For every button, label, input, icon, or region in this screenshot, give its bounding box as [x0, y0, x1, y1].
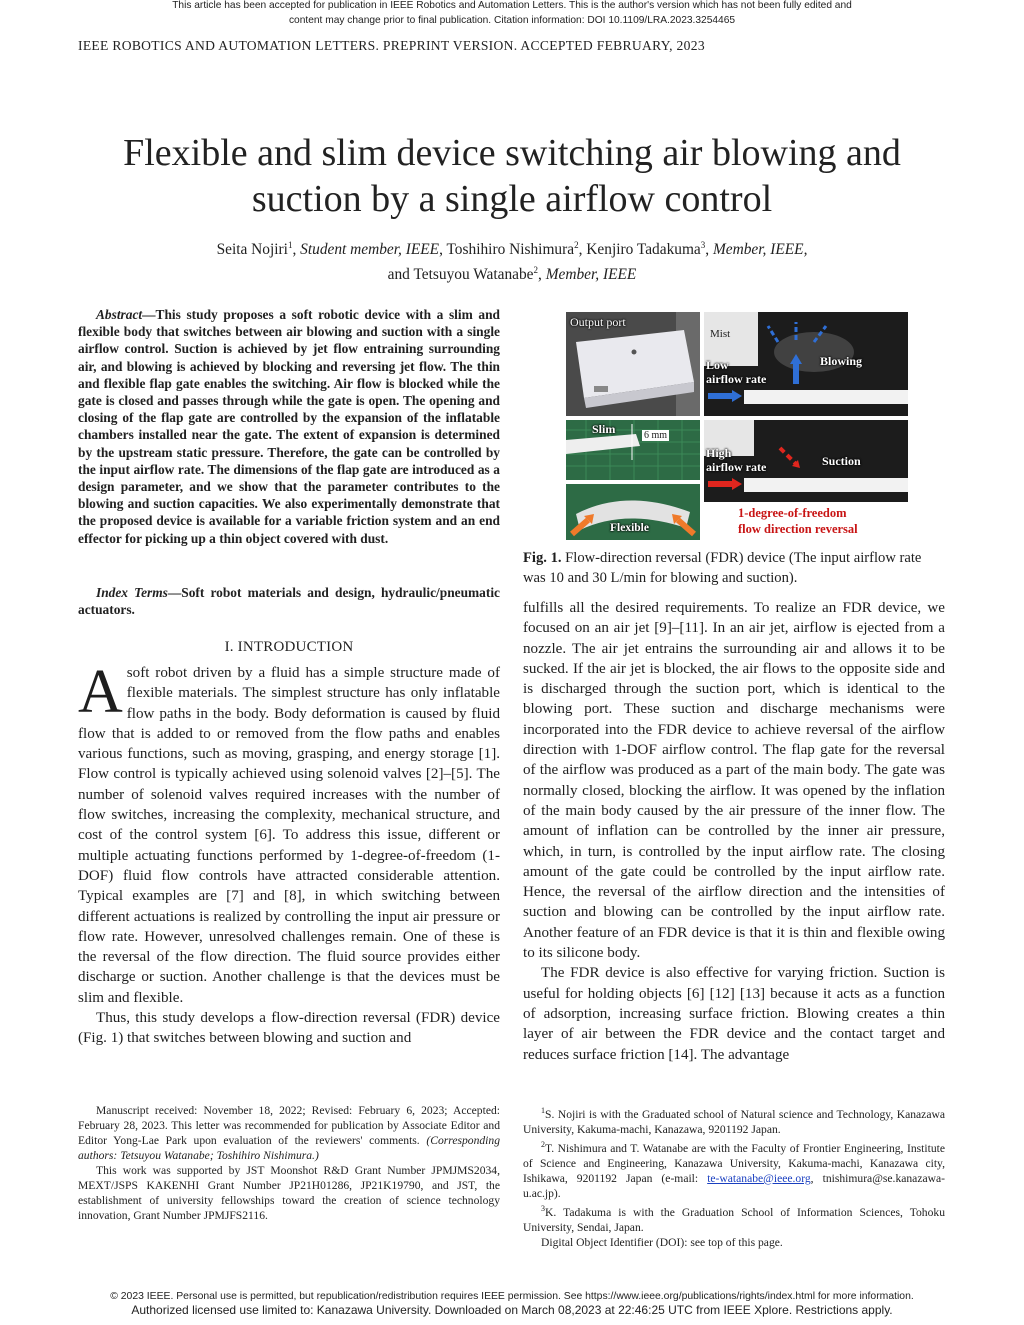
footnote-affiliation-2-text: T. Nishimura and T. Watanabe are with the Faculty of Frontier Engineering, Institute of Science and Engineering, Kanazawa University, Kakuma-machi, Kanazawa city, Ishikawa, 9201192 Japan (e-mail:: [523, 1141, 945, 1185]
author-name: Toshihiro Nishimura: [446, 241, 575, 259]
footnote-mark: 1: [541, 1106, 545, 1115]
figure-1-caption: [523, 548, 945, 588]
footnote-affiliation-3-text: K. Tadakuma is with the Graduation School of Information Sciences, Tohoku University, Sendai, Japan.: [523, 1205, 945, 1234]
figure-panel-suction: [704, 420, 908, 502]
abstract: [78, 306, 500, 547]
title-line-2: suction by a single airflow control: [251, 178, 773, 220]
footnote-affiliation-1-text: S. Nojiri is with the Graduated school of Natural science and Technology, Kanazawa University, Kakuma-machi, Kanazawa, 9201192 Japan.: [523, 1107, 945, 1136]
blowing-illustration: [704, 312, 908, 416]
acceptance-notice-line-2: content may change prior to final publication. Citation information: DOI 10.1109/LRA.2023.3254465: [288, 15, 736, 26]
label-mist: Mist: [710, 328, 731, 340]
figure-panel-output-port: [566, 312, 700, 416]
figure-panel-blowing: [704, 312, 908, 416]
footnote-doi: Digital Object Identifier (DOI): see top of this page.: [541, 1235, 783, 1249]
label-dof-1: 1-degree-of-freedom: [738, 506, 847, 520]
label-low-rate-1: Low: [706, 358, 729, 372]
copyright-notice: © 2023 IEEE. Personal use is permitted, but republication/redistribution requires IEEE permission. See https://www.ieee.org/publications/rights/index.html for more information.: [110, 1291, 914, 1302]
slim-photo: [566, 420, 700, 480]
label-blowing: Blowing: [820, 354, 863, 368]
author-affiliation-mark: 2: [574, 240, 579, 250]
label-low-rate-2: airflow rate: [706, 372, 767, 386]
footnote-corresponding: (Corresponding authors: Tetsuyou Watanabe; Toshihiro Nishimura.): [78, 1134, 500, 1162]
author-affiliation-mark: 3: [700, 240, 706, 250]
figure-1: [566, 312, 908, 540]
author-name: Seita Nojiri: [216, 241, 288, 259]
footnotes-left: [78, 1103, 500, 1223]
label-dof-2: flow direction reversal: [738, 522, 858, 536]
footnote-affiliation-1: [523, 1103, 945, 1137]
label-high-rate-2: airflow rate: [706, 460, 767, 474]
section-heading-introduction: I. INTRODUCTION: [224, 639, 354, 655]
label-high-rate-1: High: [706, 446, 732, 460]
abstract-label: Abstract: [96, 307, 143, 322]
footnote-funding: This work was supported by JST Moonshot R&D Grant Number JPMJMS2034, MEXT/JSPS KAKENHI Grant Number JP21H01286, JP21K19790, and JST, the establishment of university fellowships toward the creation of science technology innovation, Grant Number JPMJFS2116.: [78, 1164, 500, 1222]
index-terms-text: —Soft robot materials and design, hydraulic/pneumatic actuators.: [78, 585, 501, 618]
intro-paragraph-2: Thus, this study develops a flow-direction reversal (FDR) device (Fig. 1) that switches between blowing and suction and: [78, 1010, 500, 1047]
author-role: Student member, IEEE: [300, 241, 440, 259]
author-affiliation-mark: 1: [287, 240, 293, 250]
footnote-manuscript-text: Manuscript received: November 18, 2022; Revised: February 6, 2023; Accepted: February 28, 2023. This letter was recommended for publication by Associate Editor and Editor Yong-Lae Park upon evaluation of the reviewers' comments.: [78, 1104, 500, 1147]
footnotes-right: [523, 1103, 945, 1250]
right-column-body: [523, 598, 945, 1065]
index-terms-label: Index Terms: [96, 585, 168, 600]
author-list: [60, 235, 964, 285]
author-line-2: and Tetsuyou Watanabe$^2$, Member, IEEE: [387, 265, 637, 284]
footnote-affiliation-3: [523, 1201, 945, 1235]
introduction-body: [78, 658, 500, 1049]
drop-cap: A: [78, 658, 123, 726]
caption-text: Flow-direction reversal (FDR) device (The input airflow rate was 10 and 30 L/min for blowing and suction).: [523, 550, 922, 586]
label-six-mm: 6 mm: [644, 430, 668, 441]
author-name: Kenjiro Tadakuma: [586, 241, 701, 259]
label-output-port: Output port: [570, 315, 626, 329]
author-affiliation-mark: 2: [533, 265, 539, 276]
footnote-mark: 2: [541, 1139, 545, 1149]
author-role: Member, IEEE: [545, 266, 637, 284]
index-terms: [78, 584, 500, 618]
author-name: and Tetsuyou Watanabe: [387, 266, 534, 284]
author-role: Member, IEEE,: [712, 241, 808, 259]
figure-panel-flexible: [566, 484, 700, 540]
running-header: IEEE ROBOTICS AND AUTOMATION LETTERS. PREPRINT VERSION. ACCEPTED FEBRUARY, 2023: [78, 38, 705, 53]
intro-paragraph-1: [78, 658, 500, 1008]
right-paragraph-2: The FDR device is also effective for varying friction. Suction is useful for holding objects [6] [12] [13] because it acts as a function of adsorption, increasing surface friction. Blowing creates a thin layer of air between the FDR device and the contact target and reduces surface friction [14]. The advantage: [523, 965, 945, 1063]
label-flexible: Flexible: [610, 522, 649, 534]
label-slim: Slim: [592, 422, 616, 436]
license-notice: Authorized licensed use limited to: Kanazawa University. Downloaded on March 08,2023 at 22:46:25 UTC from IEEE Xplore. Restrictions apply.: [131, 1303, 893, 1317]
right-paragraph-1: fulfills all the desired requirements. To realize an FDR device, we focused on an air jet [9]–[11]. In an air jet, airflow is ejected from a nozzle. The air jet entrains the surrounding air and allows it to be sucked. If the air jet is blocked, the air flows to the opposite side and is discharged through the suction port, which is identical to the blowing port. These suction and discharge mechanisms were incorporated into the FDR device to achieve reversal of the airflow direction with 1-DOF airflow control. The flap gate for the reversal of the airflow was produced as a part of the main body. The gate was normally closed, blocking the airflow. It was opened by the inflation of the main body caused by the air pressure of the inner flow. The amount of inflation can be controlled by the inner air pressure, which, in turn, is controlled by the input airflow rate. The closing amount of the gate could be controlled by the input airflow rate. Hence, the reversal of the airflow direction and the intensities of suction and blowing can be controlled by the input airflow rate. Another feature of an FDR device is that it is thin and flexible owing to its silicone body.: [523, 600, 945, 962]
email-link[interactable]: te-watanabe@ieee.org: [707, 1171, 811, 1185]
label-suction: Suction: [822, 454, 861, 468]
paper-title: [60, 130, 964, 222]
acceptance-notice-line-1: This article has been accepted for publication in IEEE Robotics and Automation Letters. This is the author's version which has not been fully edited and: [172, 0, 852, 11]
title-line-1: Flexible and slim device switching air blowing and: [123, 132, 901, 174]
figure-panel-slim: [566, 420, 700, 480]
intro-paragraph-1-text: soft robot driven by a fluid has a simple structure made of flexible materials. The simplest structure has only inflatable flow paths in the body. Body deformation is caused by fluid flow that is added to or removed from the flow paths and enables various functions, such as moving, grasping, and energy storage [1]. Flow control is typically achieved using solenoid valves [2]–[5]. The number of solenoid valves required increases with the number of flow switches, increasing the complexity, mechanical structure, and cost of the control system [6]. To address this issue, different or multiple actuating functions performed by 1-degree-of-freedom (1-DOF) fluid flow controls have attracted considerable attention. Typical examples are [7] and [8], in which switching between different actuations is realized by controlling the input air pressure or flow rate. However, unresolved challenges remain. One of these is the reversal of the flow direction. The fluid source provides either discharge or suction. Another challenge is that the devices must be slim and flexible.: [78, 665, 500, 1006]
caption-label: Fig. 1.: [523, 550, 562, 566]
footnote-mark: 3: [541, 1203, 545, 1213]
footnote-manuscript: [78, 1103, 500, 1163]
abstract-text: —This study proposes a soft robotic device with a slim and flexible body that switches between air blowing and suction with a single airflow control. Suction is achieved by jet flow entraining surrounding air, and blowing is achieved by blocking and reversing jet flow. The thin and flexible flap gate enables the switching. Air flow is blocked while the gate is closed and passes through while the gate is open. The opening and closing of the flap gate are controlled by the expansion of the inflatable chambers installed near the gate. The extent of expansion is determined by the upstream static pressure. Therefore, the gate can be controlled by the input airflow rate. The dimensions of the flap gate are introduced as a design parameter, and we show that the parameter contributes to the blowing and suction capacities. We also experimentally demonstrate that the proposed device is available for a variable friction system and an end effector for picking up a thin object covered with dust.: [78, 307, 500, 546]
author-line-1: Seita Nojiri$^1$, Student member, IEEE, Toshihiro Nishimura$^2$, Kenjiro Tadakuma$^3$, Member, IEEE,: [216, 240, 808, 259]
footnote-affiliation-2: [523, 1137, 945, 1201]
footnote-affiliation-2-tail: , tnishimura@se.kanazawa-u.ac.jp).: [523, 1171, 945, 1200]
